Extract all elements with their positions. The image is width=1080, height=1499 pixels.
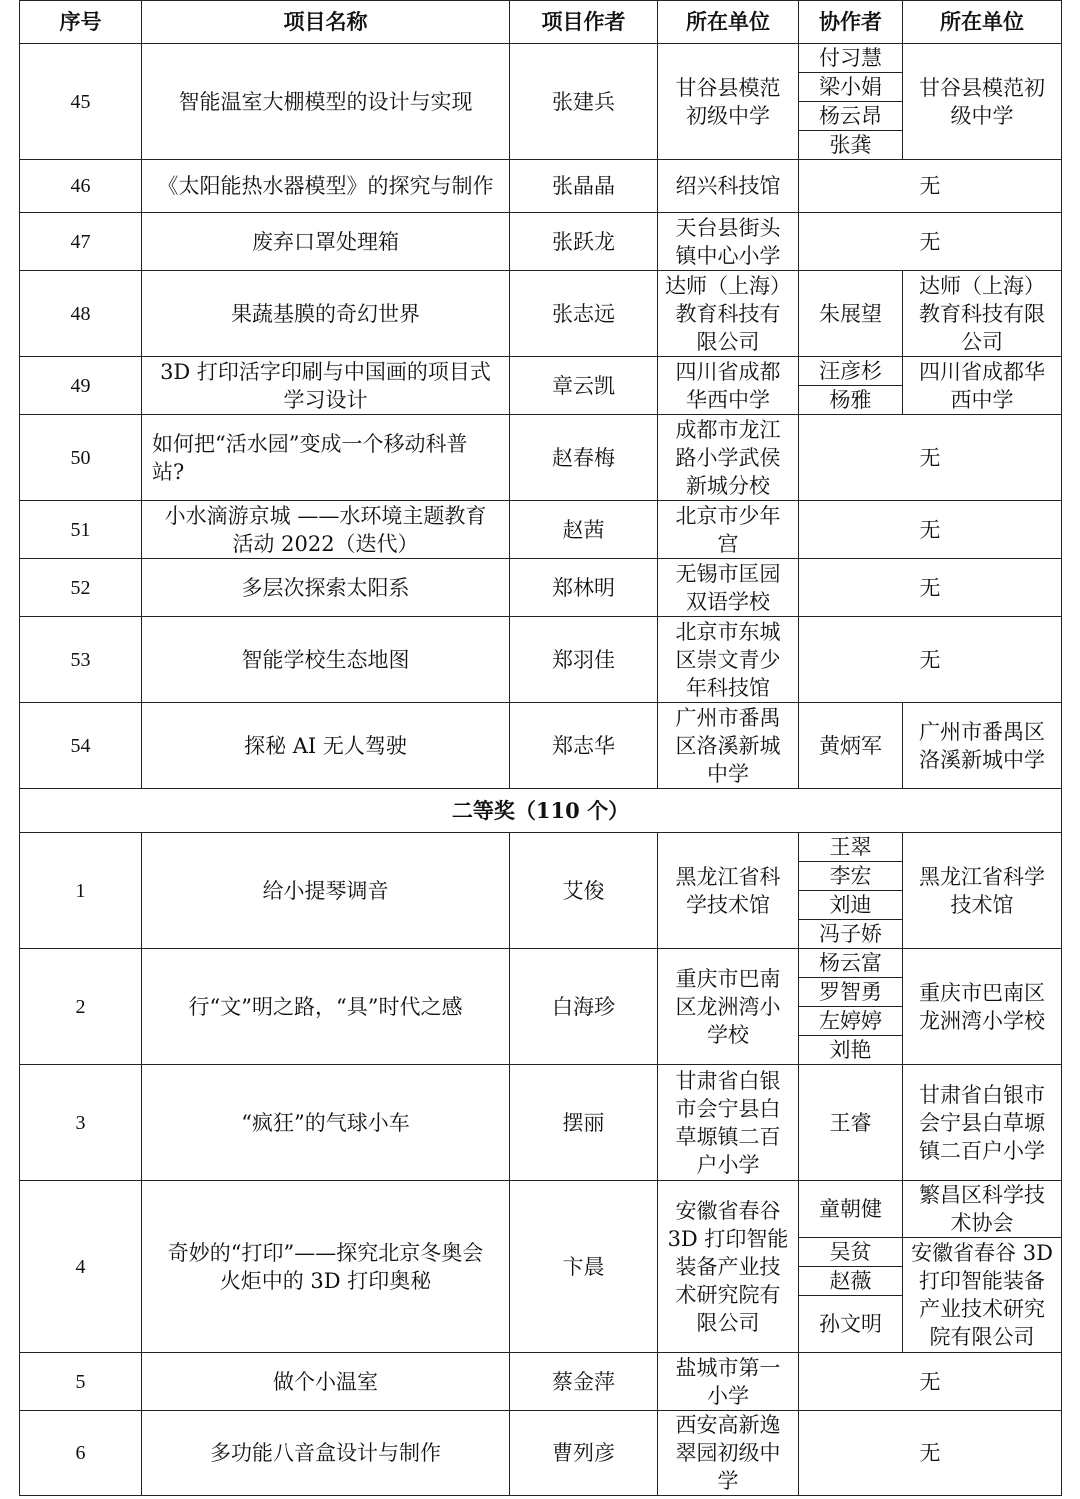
coauthor: 王翠 bbox=[799, 833, 903, 862]
row-number: 48 bbox=[20, 271, 142, 357]
row-number: 46 bbox=[20, 160, 142, 213]
author-unit: 盐城市第一 小学 bbox=[658, 1353, 799, 1411]
coauthor-unit: 安徽省春谷 3D 打印智能装备 产业技术研究 院有限公司 bbox=[903, 1238, 1062, 1353]
project-title: 3D 打印活字印刷与中国画的项目式 学习设计 bbox=[142, 357, 510, 415]
project-title: 给小提琴调音 bbox=[142, 833, 510, 949]
project-author: 章云凯 bbox=[510, 357, 658, 415]
coauthor: 朱展望 bbox=[799, 271, 903, 357]
row-number: 4 bbox=[20, 1181, 142, 1353]
coauthor: 杨云富 bbox=[799, 949, 903, 978]
author-unit: 北京市少年 宫 bbox=[658, 501, 799, 559]
coauthor-unit: 甘谷县模范初 级中学 bbox=[903, 44, 1062, 160]
coauthor: 张龚 bbox=[799, 131, 903, 160]
row-number: 6 bbox=[20, 1411, 142, 1496]
project-title: 智能学校生态地图 bbox=[142, 617, 510, 703]
table-row bbox=[20, 271, 1062, 357]
coauthor: 杨雅 bbox=[799, 386, 903, 415]
table-row bbox=[20, 1411, 1062, 1496]
table-row bbox=[20, 617, 1062, 703]
coauthor: 赵薇 bbox=[799, 1267, 903, 1296]
project-title: 如何把“活水园”变成一个移动科普 站? bbox=[142, 415, 510, 501]
project-author: 曹列彦 bbox=[510, 1411, 658, 1496]
coauthor-unit: 达师（上海） 教育科技有限 公司 bbox=[903, 271, 1062, 357]
coauthor-unit: 繁昌区科学技 术协会 bbox=[903, 1181, 1062, 1238]
coauthor: 童朝健 bbox=[799, 1181, 903, 1238]
row-number: 51 bbox=[20, 501, 142, 559]
project-title: 果蔬基膜的奇幻世界 bbox=[142, 271, 510, 357]
row-number: 2 bbox=[20, 949, 142, 1065]
author-unit: 甘谷县模范 初级中学 bbox=[658, 44, 799, 160]
project-author: 张晶晶 bbox=[510, 160, 658, 213]
header-author: 项目作者 bbox=[510, 1, 658, 44]
no-coauthor: 无 bbox=[799, 1411, 1062, 1496]
author-unit: 达师（上海） 教育科技有 限公司 bbox=[658, 271, 799, 357]
header-title: 项目名称 bbox=[142, 1, 510, 44]
awards-table bbox=[19, 0, 1062, 1496]
header-row bbox=[20, 1, 1062, 44]
row-number: 1 bbox=[20, 833, 142, 949]
no-coauthor: 无 bbox=[799, 1353, 1062, 1411]
author-unit: 黑龙江省科 学技术馆 bbox=[658, 833, 799, 949]
project-author: 艾俊 bbox=[510, 833, 658, 949]
coauthor-unit: 广州市番禺区 洛溪新城中学 bbox=[903, 703, 1062, 789]
project-author: 张志远 bbox=[510, 271, 658, 357]
coauthor: 左婷婷 bbox=[799, 1007, 903, 1036]
project-author: 摆丽 bbox=[510, 1065, 658, 1181]
coauthor: 刘艳 bbox=[799, 1036, 903, 1065]
author-unit: 无锡市匡园 双语学校 bbox=[658, 559, 799, 617]
header-no: 序号 bbox=[20, 1, 142, 44]
project-title: 多功能八音盒设计与制作 bbox=[142, 1411, 510, 1496]
coauthor: 黄炳军 bbox=[799, 703, 903, 789]
row-number: 53 bbox=[20, 617, 142, 703]
table-row bbox=[20, 501, 1062, 559]
coauthor: 梁小娟 bbox=[799, 73, 903, 102]
coauthor: 李宏 bbox=[799, 862, 903, 891]
coauthor: 吴贫 bbox=[799, 1238, 903, 1267]
table-row bbox=[20, 44, 1062, 73]
coauthor: 汪彦杉 bbox=[799, 357, 903, 386]
table-row bbox=[20, 213, 1062, 271]
author-unit: 天台县街头 镇中心小学 bbox=[658, 213, 799, 271]
coauthor-unit: 黑龙江省科学 技术馆 bbox=[903, 833, 1062, 949]
author-unit: 重庆市巴南 区龙洲湾小 学校 bbox=[658, 949, 799, 1065]
table-row bbox=[20, 833, 1062, 862]
header-unit: 所在单位 bbox=[658, 1, 799, 44]
project-author: 卞晨 bbox=[510, 1181, 658, 1353]
coauthor: 王睿 bbox=[799, 1065, 903, 1181]
project-author: 蔡金萍 bbox=[510, 1353, 658, 1411]
project-author: 张建兵 bbox=[510, 44, 658, 160]
no-coauthor: 无 bbox=[799, 617, 1062, 703]
project-author: 张跃龙 bbox=[510, 213, 658, 271]
coauthor: 付习慧 bbox=[799, 44, 903, 73]
section-title: 二等奖（110 个） bbox=[20, 789, 1062, 833]
project-author: 白海珍 bbox=[510, 949, 658, 1065]
author-unit: 绍兴科技馆 bbox=[658, 160, 799, 213]
row-number: 49 bbox=[20, 357, 142, 415]
table-row bbox=[20, 415, 1062, 501]
project-title: “疯狂”的气球小车 bbox=[142, 1065, 510, 1181]
author-unit: 安徽省春谷 3D 打印智能 装备产业技 术研究院有 限公司 bbox=[658, 1181, 799, 1353]
project-author: 赵春梅 bbox=[510, 415, 658, 501]
section-row bbox=[20, 789, 1062, 833]
author-unit: 北京市东城 区崇文青少 年科技馆 bbox=[658, 617, 799, 703]
table-row bbox=[20, 559, 1062, 617]
project-title: 小水滴游京城 ——水环境主题教育 活动 2022（迭代） bbox=[142, 501, 510, 559]
coauthor: 杨云昂 bbox=[799, 102, 903, 131]
row-number: 52 bbox=[20, 559, 142, 617]
row-number: 3 bbox=[20, 1065, 142, 1181]
coauthor: 刘迪 bbox=[799, 891, 903, 920]
project-title: 废弃口罩处理箱 bbox=[142, 213, 510, 271]
header-coauthor: 协作者 bbox=[799, 1, 903, 44]
project-title: 多层次探索太阳系 bbox=[142, 559, 510, 617]
project-title: 《太阳能热水器模型》的探究与制作 bbox=[142, 160, 510, 213]
row-number: 54 bbox=[20, 703, 142, 789]
row-number: 45 bbox=[20, 44, 142, 160]
table-row bbox=[20, 949, 1062, 978]
header-co-unit: 所在单位 bbox=[903, 1, 1062, 44]
no-coauthor: 无 bbox=[799, 501, 1062, 559]
project-title: 行“文”明之路，“具”时代之感 bbox=[142, 949, 510, 1065]
author-unit: 四川省成都 华西中学 bbox=[658, 357, 799, 415]
coauthor-unit: 四川省成都华 西中学 bbox=[903, 357, 1062, 415]
project-title: 探秘 AI 无人驾驶 bbox=[142, 703, 510, 789]
table-row bbox=[20, 357, 1062, 386]
no-coauthor: 无 bbox=[799, 559, 1062, 617]
table-row bbox=[20, 1353, 1062, 1411]
project-author: 郑林明 bbox=[510, 559, 658, 617]
no-coauthor: 无 bbox=[799, 415, 1062, 501]
author-unit: 西安高新逸 翠园初级中 学 bbox=[658, 1411, 799, 1496]
project-author: 赵茜 bbox=[510, 501, 658, 559]
row-number: 47 bbox=[20, 213, 142, 271]
table-row bbox=[20, 1065, 1062, 1181]
table-row bbox=[20, 703, 1062, 789]
table-row bbox=[20, 1181, 1062, 1238]
author-unit: 成都市龙江 路小学武侯 新城分校 bbox=[658, 415, 799, 501]
no-coauthor: 无 bbox=[799, 213, 1062, 271]
author-unit: 广州市番禺 区洛溪新城 中学 bbox=[658, 703, 799, 789]
coauthor: 罗智勇 bbox=[799, 978, 903, 1007]
project-title: 做个小温室 bbox=[142, 1353, 510, 1411]
coauthor-unit: 甘肃省白银市 会宁县白草塬 镇二百户小学 bbox=[903, 1065, 1062, 1181]
no-coauthor: 无 bbox=[799, 160, 1062, 213]
table-row bbox=[20, 160, 1062, 213]
author-unit: 甘肃省白银 市会宁县白 草塬镇二百 户小学 bbox=[658, 1065, 799, 1181]
coauthor-unit: 重庆市巴南区 龙洲湾小学校 bbox=[903, 949, 1062, 1065]
coauthor: 冯子娇 bbox=[799, 920, 903, 949]
project-author: 郑志华 bbox=[510, 703, 658, 789]
row-number: 5 bbox=[20, 1353, 142, 1411]
coauthor: 孙文明 bbox=[799, 1296, 903, 1353]
project-author: 郑羽佳 bbox=[510, 617, 658, 703]
project-title: 智能温室大棚模型的设计与实现 bbox=[142, 44, 510, 160]
project-title: 奇妙的“打印”——探究北京冬奥会 火炬中的 3D 打印奥秘 bbox=[142, 1181, 510, 1353]
row-number: 50 bbox=[20, 415, 142, 501]
